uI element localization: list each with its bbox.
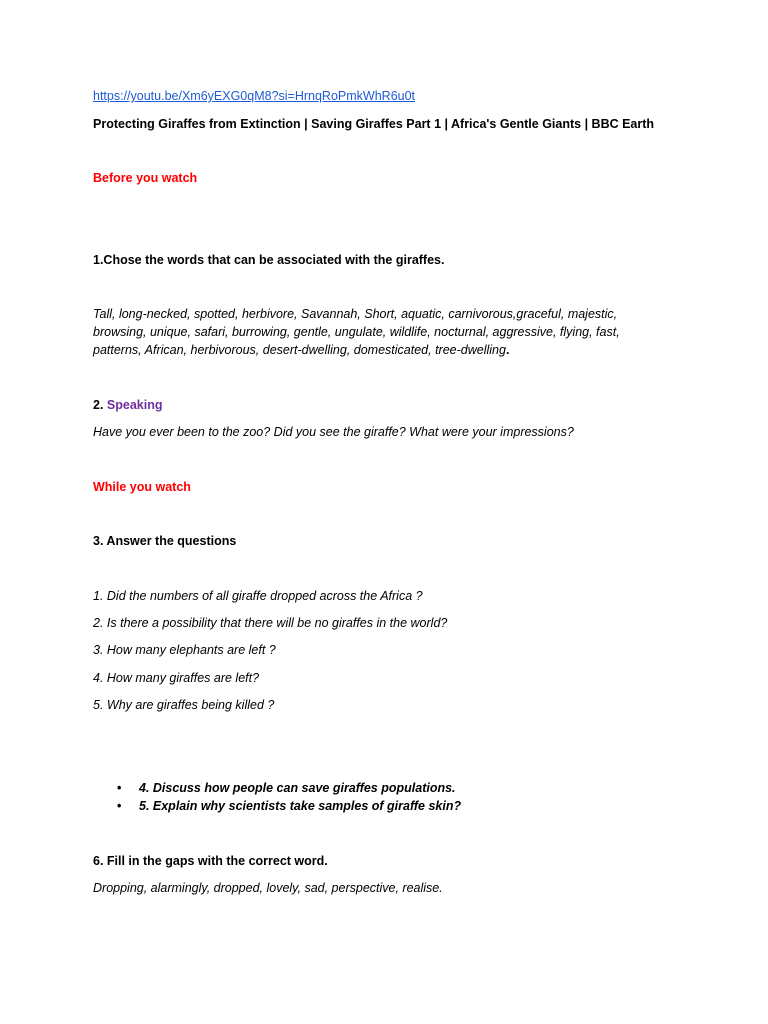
task1-word-list	[93, 305, 668, 359]
video-link[interactable]: https://youtu.be/Xm6yEXG0qM8?si=HrnqRoPmkWhR6u0t	[93, 89, 416, 103]
task2-heading	[93, 396, 162, 414]
bullet-item-4	[93, 779, 461, 797]
discussion-bullet-list	[93, 779, 461, 815]
bullet-marker: •	[117, 781, 122, 795]
section-before-you-watch: Before you watch	[93, 171, 198, 185]
task3-question-5: 5. Why are giraffes being killed ?	[93, 698, 275, 712]
task3-question-4: 4. How many giraffes are left?	[93, 671, 260, 685]
video-title: Protecting Giraffes from Extinction | Saving Giraffes Part 1 | Africa's Gentle Giants | BBC Earth	[93, 117, 655, 131]
task2-question: Have you ever been to the zoo? Did you see the giraffe? What were your impressions?	[93, 425, 574, 439]
bullet-item-5	[93, 797, 461, 815]
section-while-you-watch: While you watch	[93, 480, 191, 494]
task3-question-3: 3. How many elephants are left ?	[93, 643, 276, 657]
task6-word-bank: Dropping, alarmingly, dropped, lovely, sad, perspective, realise.	[93, 881, 443, 895]
task3-question-1: 1. Did the numbers of all giraffe dropped across the Africa ?	[93, 589, 423, 603]
task1-heading: 1.Chose the words that can be associated with the giraffes.	[93, 253, 445, 267]
bullet-item-4-text: 4. Discuss how people can save giraffes populations.	[139, 781, 456, 795]
task1-words: Tall, long-necked, spotted, herbivore, Savannah, Short, aquatic, carnivorous,graceful, majestic, browsing, unique, safari, burrowing, gentle, ungulate, wildlife, nocturnal, aggressive, flying, fast, patterns, African, herbivorous, desert-dwelling, domesticated, tree-dwelling	[93, 307, 620, 357]
bullet-item-5-text: 5. Explain why scientists take samples of giraffe skin?	[139, 799, 462, 813]
task3-heading: 3. Answer the questions	[93, 534, 237, 548]
task1-end-mark: .	[505, 343, 510, 357]
task2-speaking-label: Speaking	[106, 398, 163, 412]
task3-question-2: 2. Is there a possibility that there will be no giraffes in the world?	[93, 616, 448, 630]
bullet-marker: •	[117, 799, 122, 813]
task2-number: 2.	[93, 398, 107, 412]
task6-heading: 6. Fill in the gaps with the correct word.	[93, 854, 328, 868]
